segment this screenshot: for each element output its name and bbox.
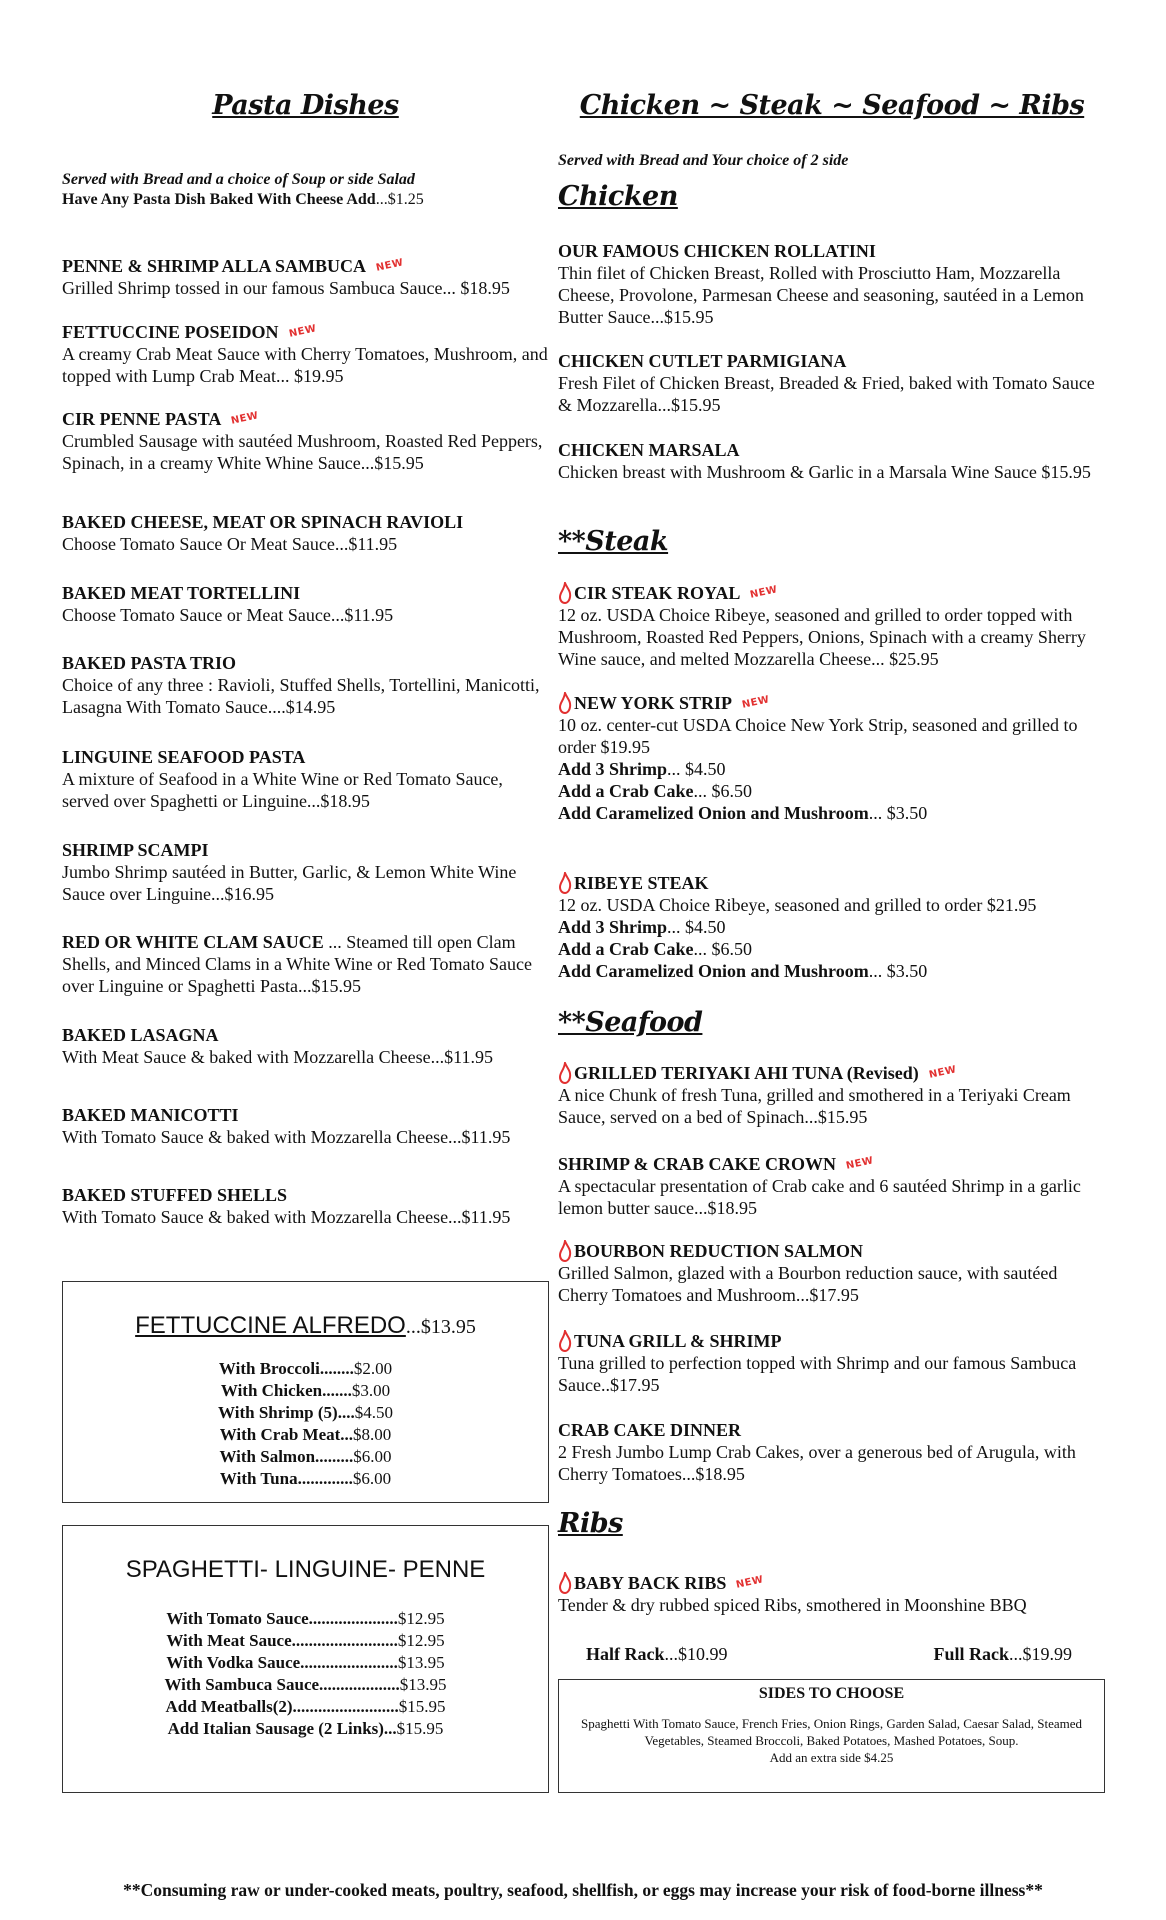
steak-heading: **Steak xyxy=(558,526,669,557)
food-safety-notice: **Consuming raw or under-cooked meats, poultry, seafood, shellfish, or eggs may increase your risk of food-borne illness** xyxy=(123,1880,1043,1900)
option-row: With Meat Sauce.........................$12.95 xyxy=(166,1631,445,1650)
menu-item xyxy=(62,931,549,997)
item-name: BAKED PASTA TRIO xyxy=(62,653,237,673)
item-name: GRILLED TERIYAKI AHI TUNA (Revised) xyxy=(574,1063,919,1083)
new-badge: NEW xyxy=(845,1155,875,1172)
menu-item xyxy=(62,255,549,299)
menu-item xyxy=(558,439,1106,483)
menu-item xyxy=(558,692,1106,824)
menu-item xyxy=(62,839,549,905)
menu-item xyxy=(62,511,549,555)
item-name: BAKED STUFFED SHELLS xyxy=(62,1185,288,1205)
menu-item xyxy=(62,321,549,387)
spaghetti-title: SPAGHETTI- LINGUINE- PENNE xyxy=(125,1556,486,1583)
item-name: SHRIMP & CRAB CAKE CROWN xyxy=(558,1154,837,1174)
new-badge: NEW xyxy=(735,1574,765,1591)
sides-box xyxy=(558,1679,1105,1793)
item-name: BABY BACK RIBS xyxy=(574,1573,727,1593)
flame-icon xyxy=(558,1062,572,1084)
alfredo-box xyxy=(62,1281,549,1503)
pasta-note-line1: Served with Bread and a choice of Soup or side Salad xyxy=(62,171,415,188)
item-description: Chicken breast with Mushroom & Garlic in a Marsala Wine Sauce $15.95 xyxy=(558,462,1091,482)
new-badge: NEW xyxy=(741,694,771,711)
item-name: SHRIMP SCAMPI xyxy=(62,840,209,860)
menu-item xyxy=(558,1330,1106,1396)
addon-row: Add Caramelized Onion and Mushroom... $3.50 xyxy=(558,961,928,981)
item-name: BAKED MEAT TORTELLINI xyxy=(62,583,301,603)
item-description: Crumbled Sausage with sautéed Mushroom, Roasted Red Peppers, Spinach, in a creamy White Whine Sauce...$15.95 xyxy=(62,431,543,473)
item-description: Fresh Filet of Chicken Breast, Breaded & Fried, baked with Tomato Sauce & Mozzarella...$15.95 xyxy=(558,373,1095,415)
item-description: Tuna grilled to perfection topped with Shrimp and our famous Sambuca Sauce..$17.95 xyxy=(558,1353,1077,1395)
option-row: Add Meatballs(2).........................$15.95 xyxy=(165,1697,446,1716)
item-description: A nice Chunk of fresh Tuna, grilled and smothered in a Teriyaki Cream Sauce, served on a bed of Spinach...$15.95 xyxy=(558,1085,1071,1127)
chicken-heading: Chicken xyxy=(558,181,678,212)
item-description: 10 oz. center-cut USDA Choice New York Strip, seasoned and grilled to order $19.95 xyxy=(558,715,1078,757)
menu-item xyxy=(558,1419,1106,1485)
item-description: Choose Tomato Sauce or Meat Sauce...$11.95 xyxy=(62,605,394,625)
full-rack-price: Full Rack...$19.99 xyxy=(933,1644,1072,1664)
addon-row: Add a Crab Cake... $6.50 xyxy=(558,781,753,801)
option-row: With Vodka Sauce.......................$13.95 xyxy=(166,1653,445,1672)
menu-item xyxy=(558,1062,1106,1128)
item-description: Tender & dry rubbed spiced Ribs, smothered in Moonshine BBQ xyxy=(558,1595,1027,1615)
item-description: ... Steamed till open Clam Shells, and Minced Clams in a White Wine or Red Tomato Sauce over Linguine or Spaghetti Pasta...$15.95 xyxy=(62,932,532,996)
flame-icon xyxy=(558,582,572,604)
option-row: With Tuna.............$6.00 xyxy=(219,1469,392,1488)
new-badge: NEW xyxy=(375,257,405,274)
item-name: CRAB CAKE DINNER xyxy=(558,1420,742,1440)
menu-item xyxy=(558,872,1106,982)
item-name: OUR FAMOUS CHICKEN ROLLATINI xyxy=(558,241,876,261)
item-description: Choose Tomato Sauce Or Meat Sauce...$11.95 xyxy=(62,534,398,554)
item-description: A spectacular presentation of Crab cake and 6 sautéed Shrimp in a garlic lemon butter sauce...$18.95 xyxy=(558,1176,1081,1218)
menu-item xyxy=(62,746,549,812)
menu-item xyxy=(558,350,1106,416)
mains-heading: Chicken ~ Steak ~ Seafood ~ Ribs xyxy=(579,90,1085,121)
pasta-note-line2: Have Any Pasta Dish Baked With Cheese Add xyxy=(62,191,376,208)
flame-icon xyxy=(558,1240,572,1262)
spaghetti-box xyxy=(62,1525,549,1793)
option-row: With Crab Meat...$8.00 xyxy=(219,1425,392,1444)
item-description: Jumbo Shrimp sautéed in Butter, Garlic, & Lemon White Wine Sauce over Linguine...$16.95 xyxy=(62,862,517,904)
option-row: With Chicken.......$3.00 xyxy=(220,1381,391,1400)
item-description: Choice of any three : Ravioli, Stuffed Shells, Tortellini, Manicotti, Lasagna With Tomato Sauce....$14.95 xyxy=(62,675,540,717)
item-description: With Tomato Sauce & baked with Mozzarella Cheese...$11.95 xyxy=(62,1127,511,1147)
half-rack-price: Half Rack...$10.99 xyxy=(586,1644,728,1664)
flame-icon xyxy=(558,1572,572,1594)
item-description: Thin filet of Chicken Breast, Rolled with Prosciutto Ham, Mozzarella Cheese, Provolone, Parmesan Cheese and seasoning, sautéed in a Lemon Butter Sauce...$15.95 xyxy=(558,263,1084,327)
menu-item xyxy=(62,1104,549,1148)
item-name: CIR PENNE PASTA xyxy=(62,409,222,429)
flame-icon xyxy=(558,1330,572,1352)
item-description: A mixture of Seafood in a White Wine or Red Tomato Sauce, served over Spaghetti or Linguine...$18.95 xyxy=(62,769,503,811)
item-name: CHICKEN MARSALA xyxy=(558,440,740,460)
item-name: CHICKEN CUTLET PARMIGIANA xyxy=(558,351,847,371)
seafood-heading: **Seafood xyxy=(558,1007,703,1038)
item-name: TUNA GRILL & SHRIMP xyxy=(574,1331,782,1351)
item-name: FETTUCCINE POSEIDON xyxy=(62,322,279,342)
item-name: PENNE & SHRIMP ALLA SAMBUCA xyxy=(62,256,367,276)
item-name: CIR STEAK ROYAL xyxy=(574,583,741,603)
menu-item xyxy=(62,408,549,474)
option-row: With Tomato Sauce.....................$12.95 xyxy=(166,1609,445,1628)
item-name: BAKED MANICOTTI xyxy=(62,1105,239,1125)
flame-icon xyxy=(558,692,572,714)
pasta-heading: Pasta Dishes xyxy=(212,90,399,121)
addon-row: Add 3 Shrimp... $4.50 xyxy=(558,917,726,937)
item-description: 12 oz. USDA Choice Ribeye, seasoned and grilled to order $21.95 xyxy=(558,895,1037,915)
item-name: RED OR WHITE CLAM SAUCE xyxy=(62,932,324,952)
sides-list: Spaghetti With Tomato Sauce, French Fries, Onion Rings, Garden Salad, Caesar Salad, Steamed Vegetables, Steamed Broccoli, Baked Potatoes, Mashed Potatoes, Soup. Add an extra side $4.25 xyxy=(580,1716,1083,1765)
new-badge: NEW xyxy=(287,323,318,340)
item-description: 2 Fresh Jumbo Lump Crab Cakes, over a generous bed of Arugula, with Cherry Tomatoes...$18.95 xyxy=(558,1442,1076,1484)
item-description: With Meat Sauce & baked with Mozzarella Cheese...$11.95 xyxy=(62,1047,493,1067)
pasta-note-price: ...$1.25 xyxy=(375,191,424,208)
menu-item xyxy=(62,1024,549,1068)
alfredo-options xyxy=(63,1358,548,1490)
item-name: NEW YORK STRIP xyxy=(574,693,733,713)
menu-item xyxy=(558,1572,1106,1616)
addon-row: Add a Crab Cake... $6.50 xyxy=(558,939,753,959)
item-name: BAKED CHEESE, MEAT OR SPINACH RAVIOLI xyxy=(62,512,464,532)
option-row: Add Italian Sausage (2 Links)...$15.95 xyxy=(167,1719,444,1738)
menu-item xyxy=(62,652,549,718)
flame-icon xyxy=(558,872,572,894)
spaghetti-options xyxy=(63,1608,548,1740)
item-name: BOURBON REDUCTION SALMON xyxy=(574,1241,864,1261)
new-badge: NEW xyxy=(230,410,260,427)
new-badge: NEW xyxy=(749,584,779,601)
item-name: LINGUINE SEAFOOD PASTA xyxy=(62,747,306,767)
alfredo-title: FETTUCCINE ALFREDO...$13.95 xyxy=(135,1312,476,1339)
item-description: Grilled Shrimp tossed in our famous Sambuca Sauce... $18.95 xyxy=(62,278,510,298)
ribs-heading: Ribs xyxy=(558,1508,623,1539)
option-row: With Salmon.........$6.00 xyxy=(219,1447,392,1466)
item-description: 12 oz. USDA Choice Ribeye, seasoned and grilled to order topped with Mushroom, Roasted Red Peppers, Onions, Spinach with a creamy Sherry Wine sauce, and melted Mozzarella Cheese... $25.95 xyxy=(558,605,1086,669)
menu-item xyxy=(62,582,549,626)
menu-item xyxy=(558,240,1106,328)
item-description: A creamy Crab Meat Sauce with Cherry Tomatoes, Mushroom, and topped with Lump Crab Meat... $19.95 xyxy=(62,344,548,386)
item-description: With Tomato Sauce & baked with Mozzarella Cheese...$11.95 xyxy=(62,1207,511,1227)
menu-item xyxy=(558,582,1106,670)
new-badge: NEW xyxy=(927,1064,958,1081)
option-row: With Sambuca Sauce...................$13.95 xyxy=(164,1675,447,1694)
menu-item xyxy=(62,1184,549,1228)
mains-note: Served with Bread and Your choice of 2 side xyxy=(558,152,849,169)
item-name: BAKED LASAGNA xyxy=(62,1025,219,1045)
menu-item xyxy=(558,1240,1106,1306)
pasta-note xyxy=(62,170,424,210)
sides-title: SIDES TO CHOOSE xyxy=(758,1685,905,1702)
extra-side-note: Add an extra side $4.25 xyxy=(769,1750,894,1765)
addon-row: Add 3 Shrimp... $4.50 xyxy=(558,759,726,779)
addon-row: Add Caramelized Onion and Mushroom... $3.50 xyxy=(558,803,928,823)
item-name: RIBEYE STEAK xyxy=(574,873,709,893)
item-description: Grilled Salmon, glazed with a Bourbon reduction sauce, with sautéed Cherry Tomatoes and Mushroom...$17.95 xyxy=(558,1263,1058,1305)
menu-item xyxy=(558,1153,1106,1219)
option-row: With Broccoli........$2.00 xyxy=(218,1359,393,1378)
option-row: With Shrimp (5)....$4.50 xyxy=(218,1403,393,1422)
